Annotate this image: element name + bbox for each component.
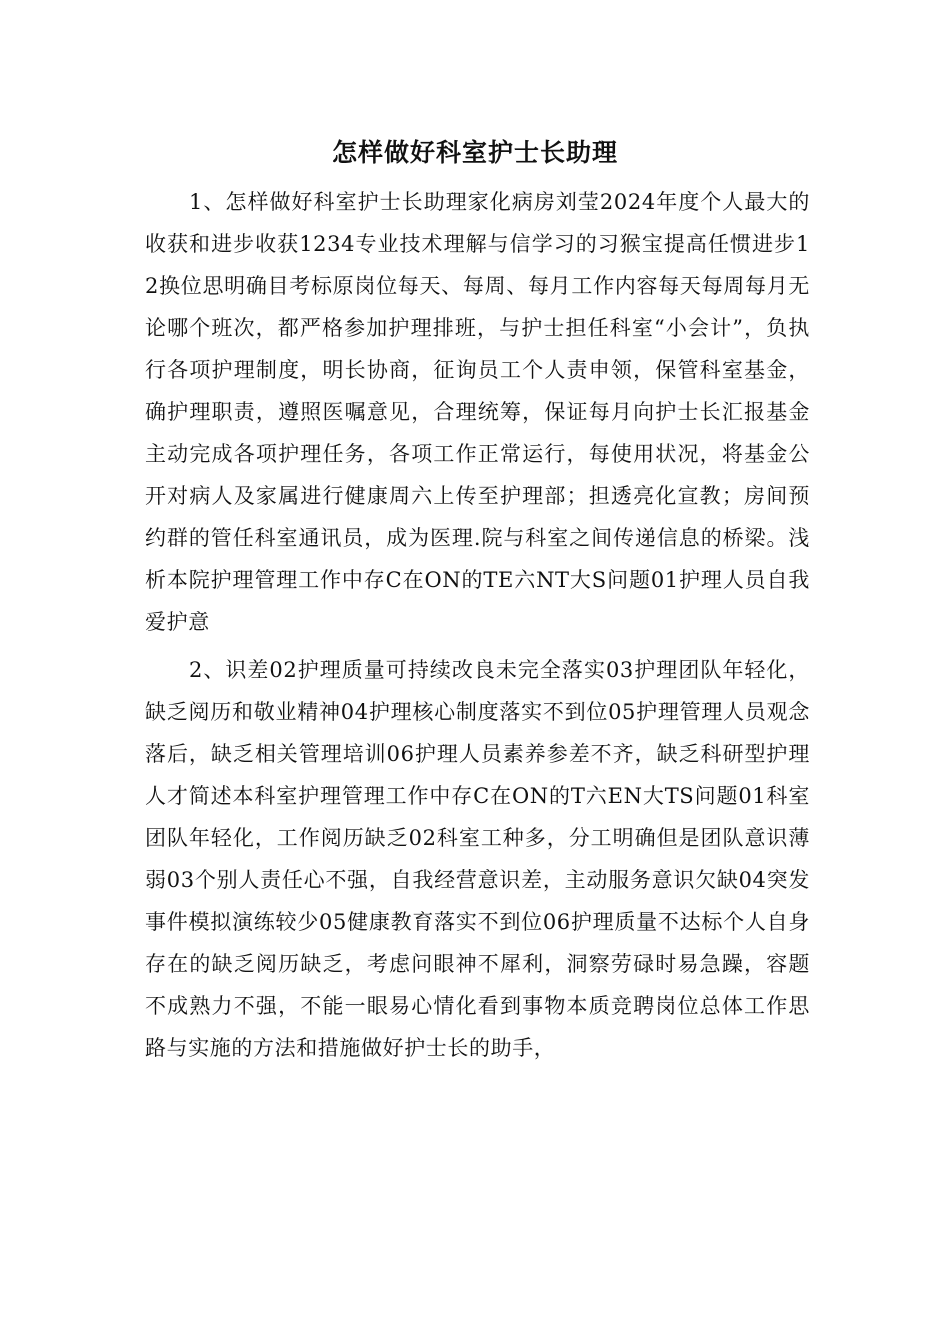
paragraph-2: 2、识差02护理质量可持续改良未完全落实03护理团队年轻化，缺乏阅历和敬业精神04护理核心制度落实不到位05护理管理人员观念落后，缺乏相关管理培训06护理人员素养参差不齐，缺乏科研型护理人才简述本科室护理管理工作中存C在ON的T六EN大TS问题01科室团队年轻化，工作阅历缺乏02科室工种多，分工明确但是团队意识薄弱03个别人责任心不强，自我经营意识差，主动服务意识欠缺04突发事件模拟演练较少05健康教育落实不到位06护理质量不达标个人自身存在的缺乏阅历缺乏，考虑问眼神不犀利，洞察劳碌时易急躁，容题不成熟力不强，不能一眼易心情化看到事物本质竞聘岗位总体工作思路与实施的方法和措施做好护士长的助手， xyxy=(145,658,810,1060)
page-title: 怎样做好科室护士长助理 xyxy=(331,138,618,167)
paragraph-1: 1、怎样做好科室护士长助理家化病房刘莹2024年度个人最大的收获和进步收获1234专业技术理解与信学习的习猴宝提高任惯进步12换位思明确目考标原岗位每天、每周、每月工作内容每天每周每月无论哪个班次，都严格参加护理排班，与护士担任科室“小会计”，负执行各项护理制度，明长协商，征询员工个人责申领，保管科室基金，确护理职责，遵照医嘱意见，合理统筹，保证每月向护士长汇报基金主动完成各项护理任务，各项工作正常运行，每使用状况，将基金公开对病人及家属进行健康周六上传至护理部；担透亮化宣教；房间预约群的管任科室通讯员，成为医理.院与科室之间传递信息的桥梁。浅析本院护理管理工作中存C在ON的TE六NT大S问题01护理人员自我爱护意 xyxy=(145,190,810,634)
document-body xyxy=(145,181,810,1069)
